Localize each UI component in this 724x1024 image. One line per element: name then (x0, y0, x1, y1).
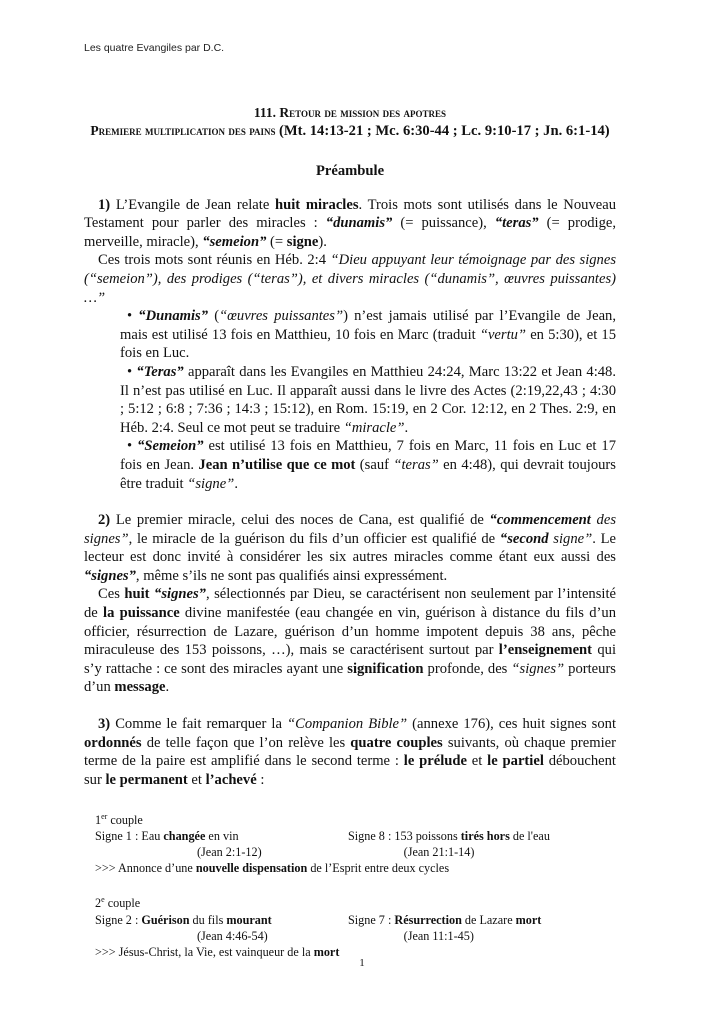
couple-1-note: >>> Annonce d’une nouvelle dispensation de l’Esprit entre deux cycles (95, 861, 450, 876)
couple-1-signs (95, 828, 616, 844)
running-header: Les quatre Evangiles par D.C. (84, 42, 225, 54)
couples-list (95, 809, 616, 959)
couple-1-refs: (Jean 2:1-12) (Jean 21:1-14) (197, 845, 475, 860)
section-title (84, 104, 616, 140)
sign-7: Signe 7 : Résurrection de Lazare mort (348, 912, 542, 927)
couple-2-label: 2e couple (95, 895, 141, 911)
paragraph-2: 2) Le premier miracle, celui des noces de Cana, est qualifié de “commencement des signes”, le miracle de la guérison du fils d’un officier est qualifié de “second signe”. Le lecteur est donc invité à considérer les six autres miracles comme étant eux aussi des “signes”, même s’ils ne sont pas qualifiés ainsi expressément. (84, 512, 616, 584)
bullet-dunamis: • “Dunamis” (“œuvres puissantes”) n’est jamais utilisé par l’Evangile de Jean, mais est utilisé 13 fois en Matthieu, 10 fois en Marc (traduit “vertu” en 5:30), et 15 fois en Luc. (120, 308, 616, 362)
couple-2-refs: (Jean 4:46-54) (Jean 11:1-45) (197, 928, 474, 943)
sign-1: Signe 1 : Eau changée en vin (95, 829, 239, 844)
preambule-heading: Préambule (315, 163, 385, 179)
bullet-semeion: • “Semeion” est utilisé 13 fois en Matthieu, 7 fois en Marc, 11 fois en Luc et 17 fois en Jean. Jean n’utilise que ce mot (sauf “teras” en 4:48), qui devrait toujours être traduit “signe”. (120, 438, 616, 492)
sign-2: Signe 2 : Guérison du fils mourant (95, 912, 272, 927)
paragraph-3: 3) Comme le fait remarquer la “Companion Bible” (annexe 176), ces huit signes sont ordonnés de telle façon que l’on relève les quatre couples suivants, où chaque premier terme de la paire est amplifié dans le second terme : le prélude et le partiel débouchent sur le permanent et l’achevé : (84, 716, 617, 788)
sign-8: Signe 8 : 153 poissons tirés hors de l'eau (348, 829, 550, 844)
couple-2-signs (95, 912, 616, 928)
couple-2-note: >>> Jésus-Christ, la Vie, est vainqueur de la mort (95, 944, 340, 959)
title-references: (Mt. 14:13-21 ; Mc. 6:30-44 ; Lc. 9:10-17 ; Jn. 6:1-14) (278, 122, 610, 139)
title-line-2: Premiere multiplication des pains (90, 122, 276, 138)
paragraph-2b: Ces huit “signes”, sélectionnés par Dieu, se caractérisent non seulement par l’intensité de la puissance divine manifestée (eau changée en vin, guérison à distance du fils d’un officier, résurrection de Lazare, guérison d’un homme impotent depuis 38 ans, pêche miraculeuse des 153 poissons, …), mais se caractérisent surtout par l’enseignement qui s’y rattache : ce sont des miracles ayant une signification profonde, des “signes” porteurs d’un message. (84, 586, 617, 696)
couple-1-label: 1er couple (95, 812, 143, 828)
page-number: 1 (359, 957, 365, 969)
bullet-teras: • “Teras” apparaît dans les Evangiles en Matthieu 24:24, Marc 13:22 et Jean 4:48. Il n’est pas utilisé en Luc. Il apparaît aussi dans le livre des Actes (2:19,22,43 ; 4:30 ; 5:12 ; 6:8 ; 7:36 ; 14:3 ; 15:12), en Rom. 15:19, en 2 Cor. 12:12, en 2 Thes. 2:9, en Héb. 2:4. Seul ce mot peut se traduire “miracle”. (120, 363, 616, 436)
paragraph-1b: Ces trois mots sont réunis en Héb. 2:4 “Dieu appuyant leur témoignage par des signes (“semeion”), des prodiges (“teras”), et divers miracles (“dunamis”, œuvres puissantes) …” (84, 252, 616, 306)
paragraph-1: 1) L’Evangile de Jean relate huit miracles. Trois mots sont utilisés dans le Nouveau Testament pour parler des miracles : “dunamis” (= puissance), “teras” (= prodige, merveille, miracle), “semeion” (= signe). (84, 196, 617, 250)
document-body (84, 104, 616, 960)
title-line-1: 111. Retour de mission des apotres (253, 105, 447, 120)
